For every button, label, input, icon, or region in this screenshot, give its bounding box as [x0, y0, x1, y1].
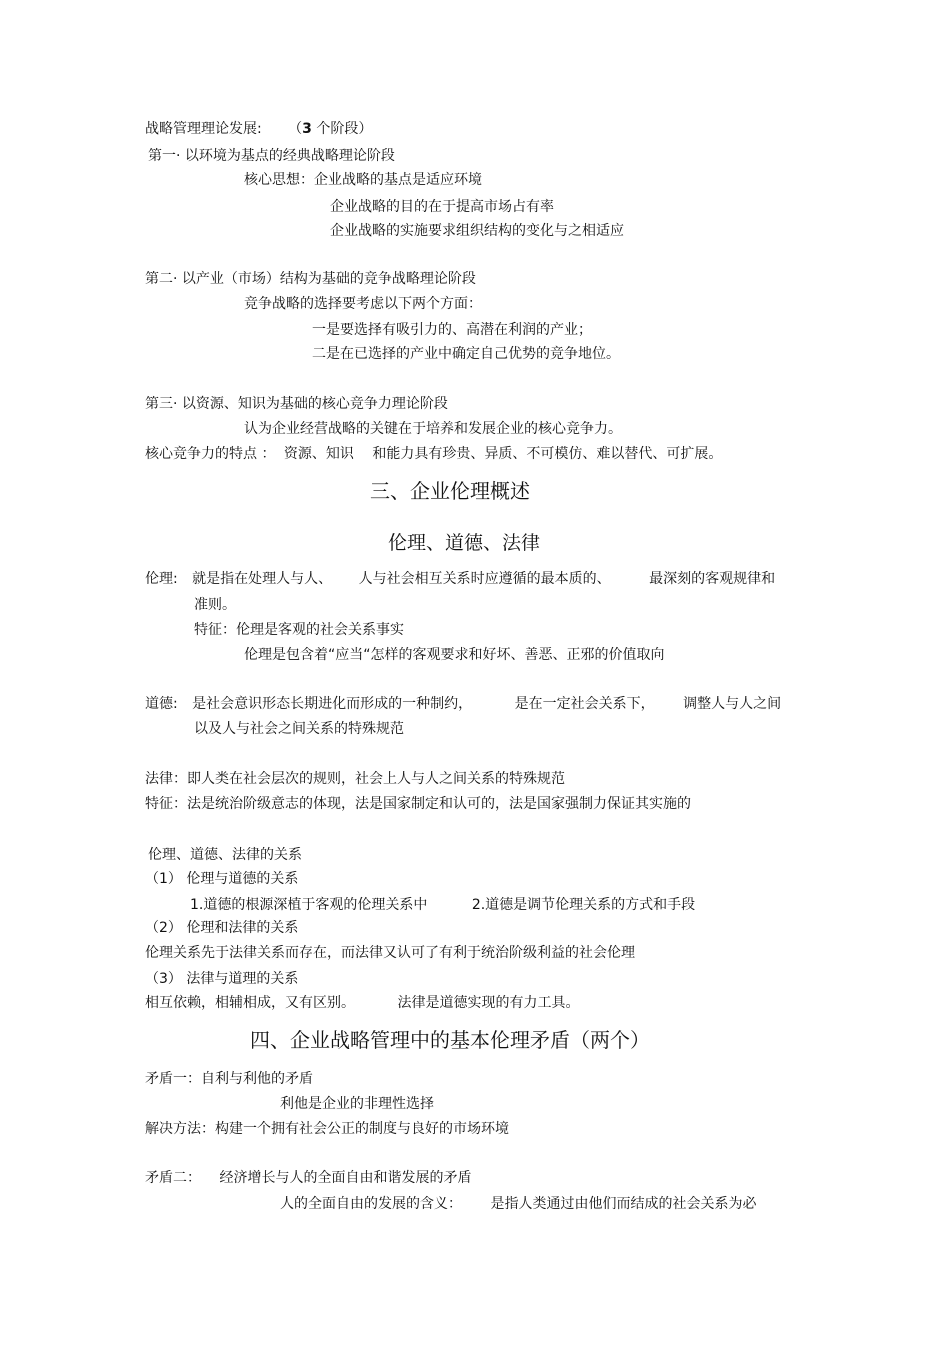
relationship-3-text: [145, 994, 579, 1012]
core-competence-part-a: 资源、知识: [283, 446, 354, 462]
stage1-core-idea: 核心思想：企业战略的基点是适应环境: [244, 172, 482, 188]
core-competence-line: [145, 445, 722, 463]
stages-intro-paren-open: （: [288, 121, 303, 137]
relationship-3-text-b: 法律是道德实现的有力工具。: [397, 995, 580, 1011]
contradiction-1-solution: 解决方法：构建一个拥有社会公正的制度与良好的市场环境: [145, 1121, 509, 1137]
ethics-text-a: 就是指在处理人与人、: [192, 571, 333, 587]
core-competence-label: 核心竞争力的特点 ：: [145, 446, 276, 462]
relationship-3-title: （3） 法律与道理的关系: [145, 971, 299, 987]
ethics-label: 伦理:: [145, 571, 178, 587]
morality-text-a: 是社会意识形态长期进化而形成的一种制约，: [192, 696, 473, 712]
relationship-1-point-b: 2.道德是调节伦理关系的方式和手段: [471, 897, 696, 913]
stages-intro-count: 3: [302, 121, 312, 137]
relationship-1-point-a: 1.道德的根源深植于客观的伦理关系中: [190, 897, 428, 913]
morality-text-d: 以及人与社会之间关系的特殊规范: [194, 721, 404, 737]
stage2-intro: 竞争战略的选择要考虑以下两个方面：: [244, 296, 482, 312]
stages-intro-label: 战略管理理论发展:: [145, 121, 262, 137]
ethics-text-b: 人与社会相互关系时应遵循的最本质的、: [358, 571, 611, 587]
relationship-2-text: 伦理关系先于法律关系而存在，而法律又认可了有利于统治阶级利益的社会伦理: [145, 945, 635, 961]
relationship-1-title: （1） 伦理与道德的关系: [145, 871, 299, 887]
contradiction-1-subtitle: 利他是企业的非理性选择: [280, 1096, 434, 1112]
contradiction-2-title: 经济增长与人的全面自由和谐发展的矛盾: [219, 1170, 472, 1186]
stages-intro-paren-close: 个阶段）: [311, 121, 373, 137]
morality-label: 道德:: [145, 696, 178, 712]
relationship-1-points: [190, 896, 695, 914]
ethics-feature-1: 特征：伦理是客观的社会关系事实: [194, 622, 404, 638]
contradiction-2-definition-label: 人的全面自由的发展的含义：: [280, 1196, 462, 1212]
relationship-title: 伦理、道德、法律的关系: [148, 847, 302, 863]
ethics-text-c: 最深刻的客观规律和: [649, 571, 776, 587]
contradiction-1-title: 矛盾一：自利与利他的矛盾: [145, 1071, 313, 1087]
stage1-implementation: 企业战略的实施要求组织结构的变化与之相适应: [330, 223, 624, 239]
morality-definition: [145, 695, 781, 713]
contradiction-2-definition-text: 是指人类通过由他们而结成的社会关系为必: [490, 1196, 757, 1212]
law-features: 特征：法是统治阶级意志的体现，法是国家制定和认可的，法是国家强制力保证其实施的: [145, 796, 691, 812]
stages-intro: [145, 120, 372, 138]
morality-text-c: 调整人与人之间: [683, 696, 782, 712]
stage3-title: 第三· 以资源、知识为基础的核心竞争力理论阶段: [145, 396, 448, 412]
stage2-point-1: 一是要选择有吸引力的、高潜在利润的产业；: [312, 322, 592, 338]
ethics-definition: [145, 570, 775, 588]
section3-heading: 三、企业伦理概述: [370, 479, 530, 503]
relationship-3-text-a: 相互依赖，相辅相成，又有区别。: [145, 995, 355, 1011]
core-competence-part-b: 和能力具有珍贵、异质、不可模仿、难以替代、可扩展。: [372, 446, 723, 462]
stage3-description: 认为企业经营战略的关键在于培养和发展企业的核心竞争力。: [244, 421, 622, 437]
contradiction-2-label: 矛盾二：: [145, 1170, 201, 1186]
ethics-feature-2: 伦理是包含着“应当“怎样的客观要求和好坏、善恶、正邪的价值取向: [244, 647, 665, 663]
stage2-point-2: 二是在已选择的产业中确定自己优势的竞争地位。: [312, 346, 620, 362]
ethics-text-d: 准则。: [194, 597, 236, 613]
stage1-title: 第一· 以环境为基点的经典战略理论阶段: [148, 148, 395, 164]
law-definition: 法律：即人类在社会层次的规则，社会上人与人之间关系的特殊规范: [145, 771, 565, 787]
section4-heading: 四、企业战略管理中的基本伦理矛盾（两个）: [250, 1028, 650, 1052]
contradiction-2-definition: [280, 1195, 756, 1213]
morality-text-b: 是在一定社会关系下，: [514, 696, 655, 712]
stage1-goal: 企业战略的目的在于提高市场占有率: [330, 199, 554, 215]
section3-subheading: 伦理、道德、法律: [388, 532, 541, 554]
contradiction-2-line: [145, 1169, 471, 1187]
relationship-2-title: （2） 伦理和法律的关系: [145, 920, 299, 936]
stage2-title: 第二· 以产业（市场）结构为基础的竞争战略理论阶段: [145, 271, 476, 287]
